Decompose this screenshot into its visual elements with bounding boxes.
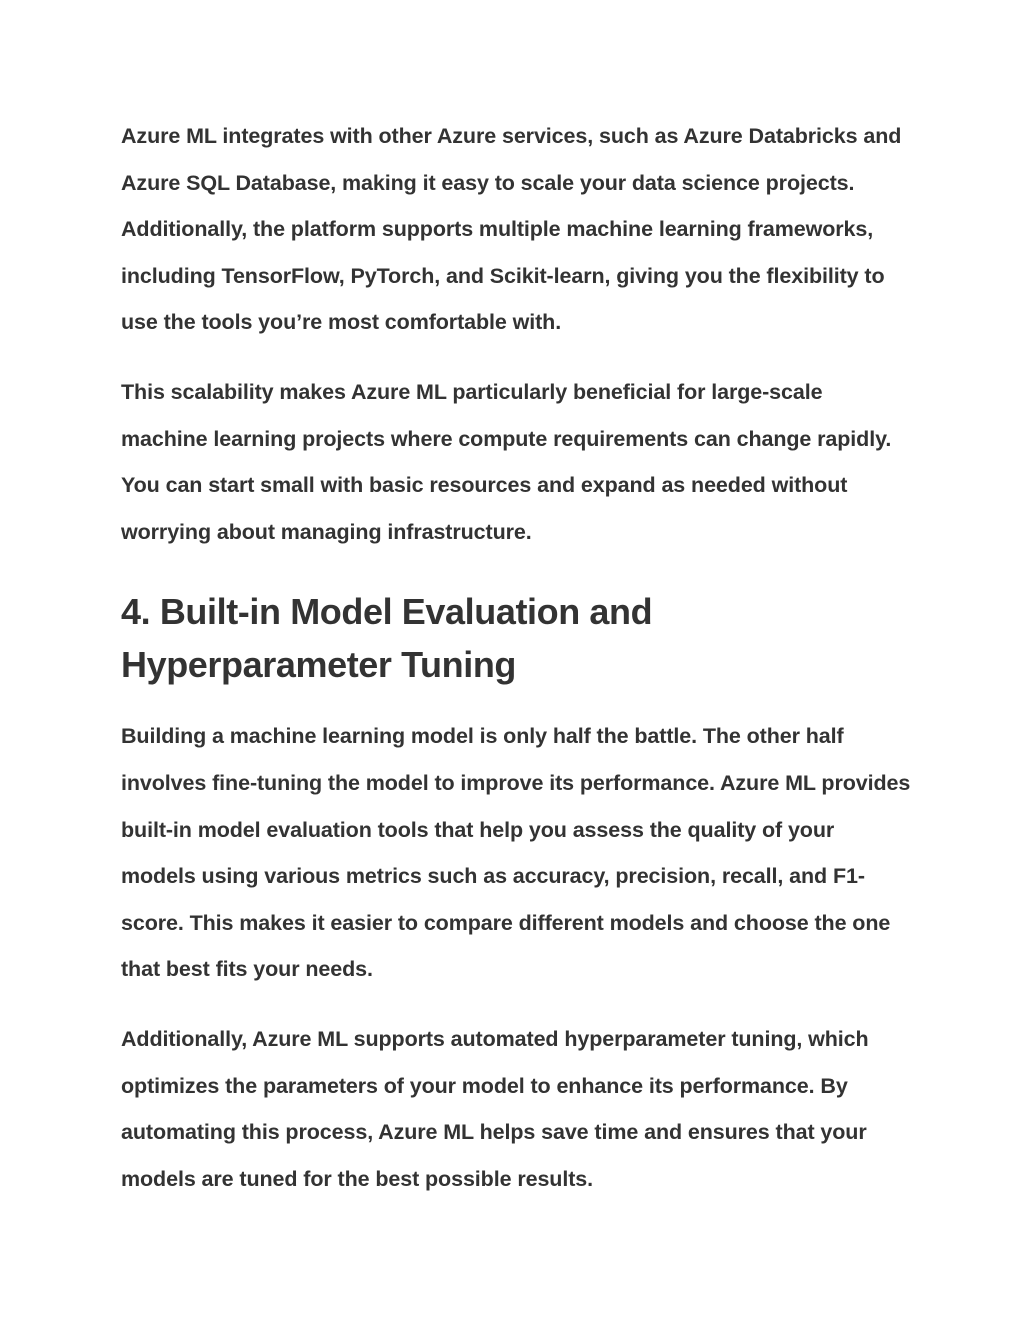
section-heading: 4. Built-in Model Evaluation and Hyperparameter Tuning [121,591,653,686]
paragraph-scalability: This scalability makes Azure ML particularly beneficial for large-scale machine learning projects where compute requirements can change rapidly. You can start small with basic resources and expand as needed without worrying about managing infrastructure. [121,379,892,544]
article-body [121,113,911,1202]
paragraph-azure-integrations: Azure ML integrates with other Azure services, such as Azure Databricks and Azure SQL Database, making it easy to scale your data science projects. Additionally, the platform supports multiple machine learning frameworks, including TensorFlow, PyTorch, and Scikit-learn, giving you the flexibility to use the tools you’re most comfortable with. [121,124,902,335]
paragraph-hyperparameter-tuning: Additionally, Azure ML supports automated hyperparameter tuning, which optimizes the parameters of your model to enhance its performance. By automating this process, Azure ML helps save time and ensures that your models are tuned for the best possible results. [121,1026,869,1191]
paragraph-model-evaluation: Building a machine learning model is only half the battle. The other half involves fine-tuning the model to improve its performance. Azure ML provides built-in model evaluation tools that help you assess the quality of your models using various metrics such as accuracy, precision, recall, and F1-score. This makes it easier to compare different models and choose the one that best fits your needs. [121,724,911,982]
